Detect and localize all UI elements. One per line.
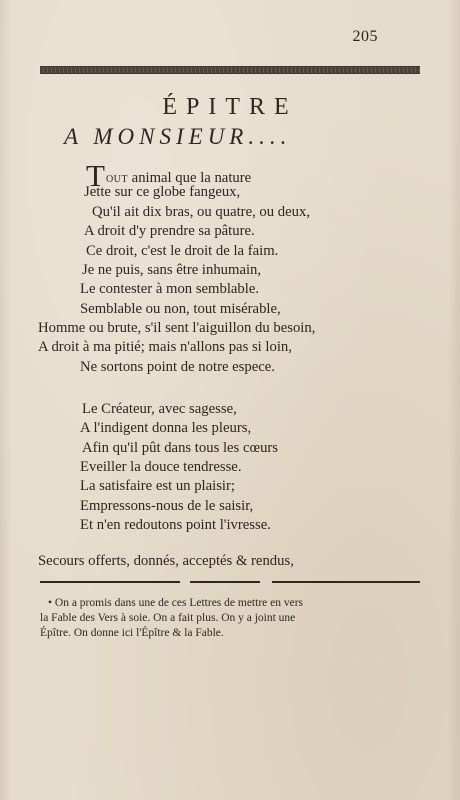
- poem-line: Ne sortons point de notre espece.: [80, 359, 275, 375]
- poem-line: Eveiller la douce tendresse.: [80, 459, 242, 475]
- footnote-line: • On a promis dans une de ces Lettres de mettre en vers: [48, 597, 304, 609]
- poem-line: Le contester à mon semblable.: [80, 281, 260, 297]
- separator-dash: [190, 581, 260, 583]
- poem-line: Je ne puis, sans être inhumain,: [82, 262, 262, 278]
- poem-line-text: animal que la nature: [128, 170, 252, 186]
- title-a-monsieur: A MONSIEUR....: [64, 124, 292, 149]
- footnote-line: Épître. On donne ici l'Épître & la Fable.: [40, 627, 224, 639]
- poem-line: Qu'il ait dix bras, ou quatre, ou deux,: [92, 204, 311, 220]
- poem-line: A droit d'y prendre sa pâture.: [84, 223, 255, 239]
- small-caps-word: out: [105, 170, 128, 186]
- poem-line: Jette sur ce globe fangeux,: [84, 184, 241, 200]
- footnote-separator: [40, 578, 420, 588]
- footnote-line: la Fable des Vers à soie. On a fait plus. On y a joint une: [40, 612, 296, 624]
- title-epitre: ÉPITRE: [162, 94, 298, 120]
- poem-line: Homme ou brute, s'il sent l'aiguillon du besoin,: [38, 320, 316, 336]
- poem-line: Empressons-nous de le saisir,: [80, 498, 254, 514]
- drop-cap: T: [86, 158, 105, 193]
- separator-dash: [272, 581, 420, 583]
- page-number: 205: [352, 28, 378, 45]
- poem-line: A droit à ma pitié; mais n'allons pas si loin,: [38, 339, 292, 355]
- top-ornamental-rule: [40, 66, 420, 74]
- separator-dash: [40, 581, 180, 583]
- poem-line: Afin qu'il pût dans tous les cœurs: [82, 440, 279, 456]
- poem-line: A l'indigent donna les pleurs,: [80, 420, 252, 436]
- poem-line: Ce droit, c'est le droit de la faim.: [86, 243, 279, 259]
- poem-line: Et n'en redoutons point l'ivresse.: [80, 517, 271, 533]
- poem-closing-line: Secours offerts, donnés, acceptés & rendus,: [38, 553, 294, 569]
- poem-line: La satisfaire est un plaisir;: [80, 478, 235, 494]
- poem-line: Le Créateur, avec sagesse,: [82, 401, 237, 417]
- poem-line: Semblable ou non, tout misérable,: [80, 301, 281, 317]
